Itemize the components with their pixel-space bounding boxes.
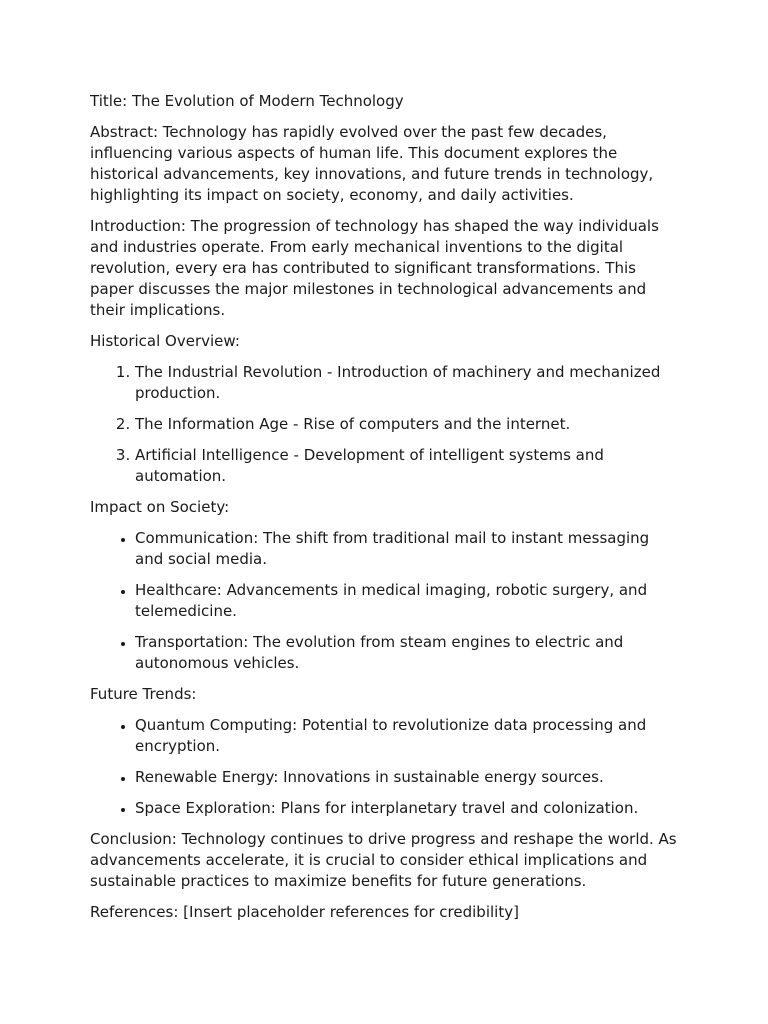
list-item: • Transportation: The evolution from steam engines to electric and autonomous vehicles. [135, 632, 680, 674]
list-item: 2. The Information Age - Rise of computers and the internet. [135, 414, 680, 435]
abstract-paragraph: Abstract: Technology has rapidly evolved over the past few decades, influencing various aspects of human life. This document explores the historical advancements, key innovations, and future trends in technology, highlighting its impact on society, economy, and daily activities. [90, 123, 654, 204]
references-paragraph: References: [Insert placeholder references for credibility] [90, 903, 519, 921]
future-trends-heading: Future Trends: [90, 685, 197, 703]
list-item: • Communication: The shift from traditional mail to instant messaging and social media. [135, 528, 680, 570]
list-item: • Healthcare: Advancements in medical imaging, robotic surgery, and telemedicine. [135, 580, 680, 622]
introduction-paragraph: Introduction: The progression of technology has shaped the way individuals and industries operate. From early mechanical inventions to the digital revolution, every era has contributed to significant transformations. This paper discusses the major milestones in technological advancements and their implications. [90, 217, 659, 319]
future-trends-list [90, 715, 680, 819]
list-item: • Renewable Energy: Innovations in sustainable energy sources. [135, 767, 680, 788]
document-title: Title: The Evolution of Modern Technology [90, 92, 404, 110]
conclusion-paragraph: Conclusion: Technology continues to drive progress and reshape the world. As advancements accelerate, it is crucial to consider ethical implications and sustainable practices to maximize benefits for future generations. [90, 830, 677, 890]
historical-overview-heading: Historical Overview: [90, 332, 240, 350]
list-item: 3. Artificial Intelligence - Development of intelligent systems and automation. [135, 445, 680, 487]
document-page [90, 91, 680, 933]
impact-on-society-heading: Impact on Society: [90, 498, 230, 516]
impact-on-society-list [90, 528, 680, 674]
historical-overview-list [90, 362, 680, 487]
list-item: • Quantum Computing: Potential to revolutionize data processing and encryption. [135, 715, 680, 757]
list-item: • Space Exploration: Plans for interplanetary travel and colonization. [135, 798, 680, 819]
list-item: 1. The Industrial Revolution - Introduction of machinery and mechanized production. [135, 362, 680, 404]
